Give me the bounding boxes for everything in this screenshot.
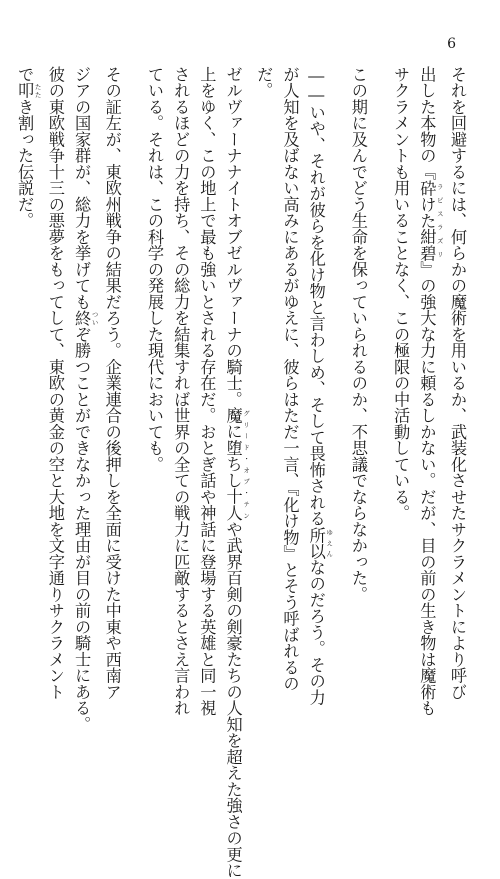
text-line xyxy=(0,66,11,676)
text-line: ――いや、それが彼らを化け物と言わしめ、そして畏怖される所以 ゆえんなのだろう。その力 xyxy=(306,66,334,706)
text-line: ゼルヴァーナナイトオブゼルヴァーナの騎士。魔に堕ちし十人 グリード・オブ・テンや武界百剣の剣豪たちの人知を超えた強さの更に xyxy=(223,66,251,879)
text-line: 出した本物の『砕けた紺碧 ラピスラズリ』の強大な力に頼るしかない。だが、目の前の生き物は魔術も xyxy=(417,66,444,716)
furigana: 叩 たた xyxy=(15,82,42,99)
text-line: この期に及んでどう生命を保っていられるのか、不思議でならなかった。 xyxy=(348,66,368,603)
text-line: それを回避するには、何らかの魔術を用いるか、武装化させたサクラメントにより呼び xyxy=(448,66,467,700)
furigana: 所以 ゆえん xyxy=(306,526,334,560)
text-line: されるほどの力を持ち、その総力を結集すれば世界の全ての戦力に匹敵するとさえ言われ xyxy=(171,66,191,716)
text-line: ている。それは、この科学の発展した現代においても。 xyxy=(144,66,164,473)
text-line: ジアの国家群が、総力を挙げても終 ついぞ勝つことができなかった理由が目の前の騎士にある。 xyxy=(72,66,99,733)
text-line: が人知を及ばない高みにあるがゆえに、彼らはただ一言、『化け物』とそう呼ばれるの xyxy=(280,66,300,692)
furigana: 終 つい xyxy=(72,309,99,326)
body-text xyxy=(0,66,470,879)
furigana: 砕けた紺碧 ラピスラズリ xyxy=(417,179,444,261)
text-line: その証左が、東欧州戦争の結果だろう。企業連合の後押しを全面に受けた中東や西南ア xyxy=(102,66,122,700)
page-number: 6 xyxy=(447,36,456,52)
text-line: 彼の東欧戦争十三の悪夢をもってして、東欧の黄金の空と大地を文字通りサクラメント xyxy=(45,66,65,700)
furigana: 魔に堕ちし十人 グリード・オブ・テン xyxy=(223,407,251,521)
text-line: サクラメントも用いることなく、この極限の中活動している。 xyxy=(391,66,411,521)
text-line: で叩 たたき割った伝説だ。 xyxy=(15,66,42,229)
text-line: だ。 xyxy=(254,66,274,99)
text-line: 上をゆく、この地上で最も強いとされる存在だ。おとぎ話や神話に登場する英雄と同一視 xyxy=(197,66,217,716)
